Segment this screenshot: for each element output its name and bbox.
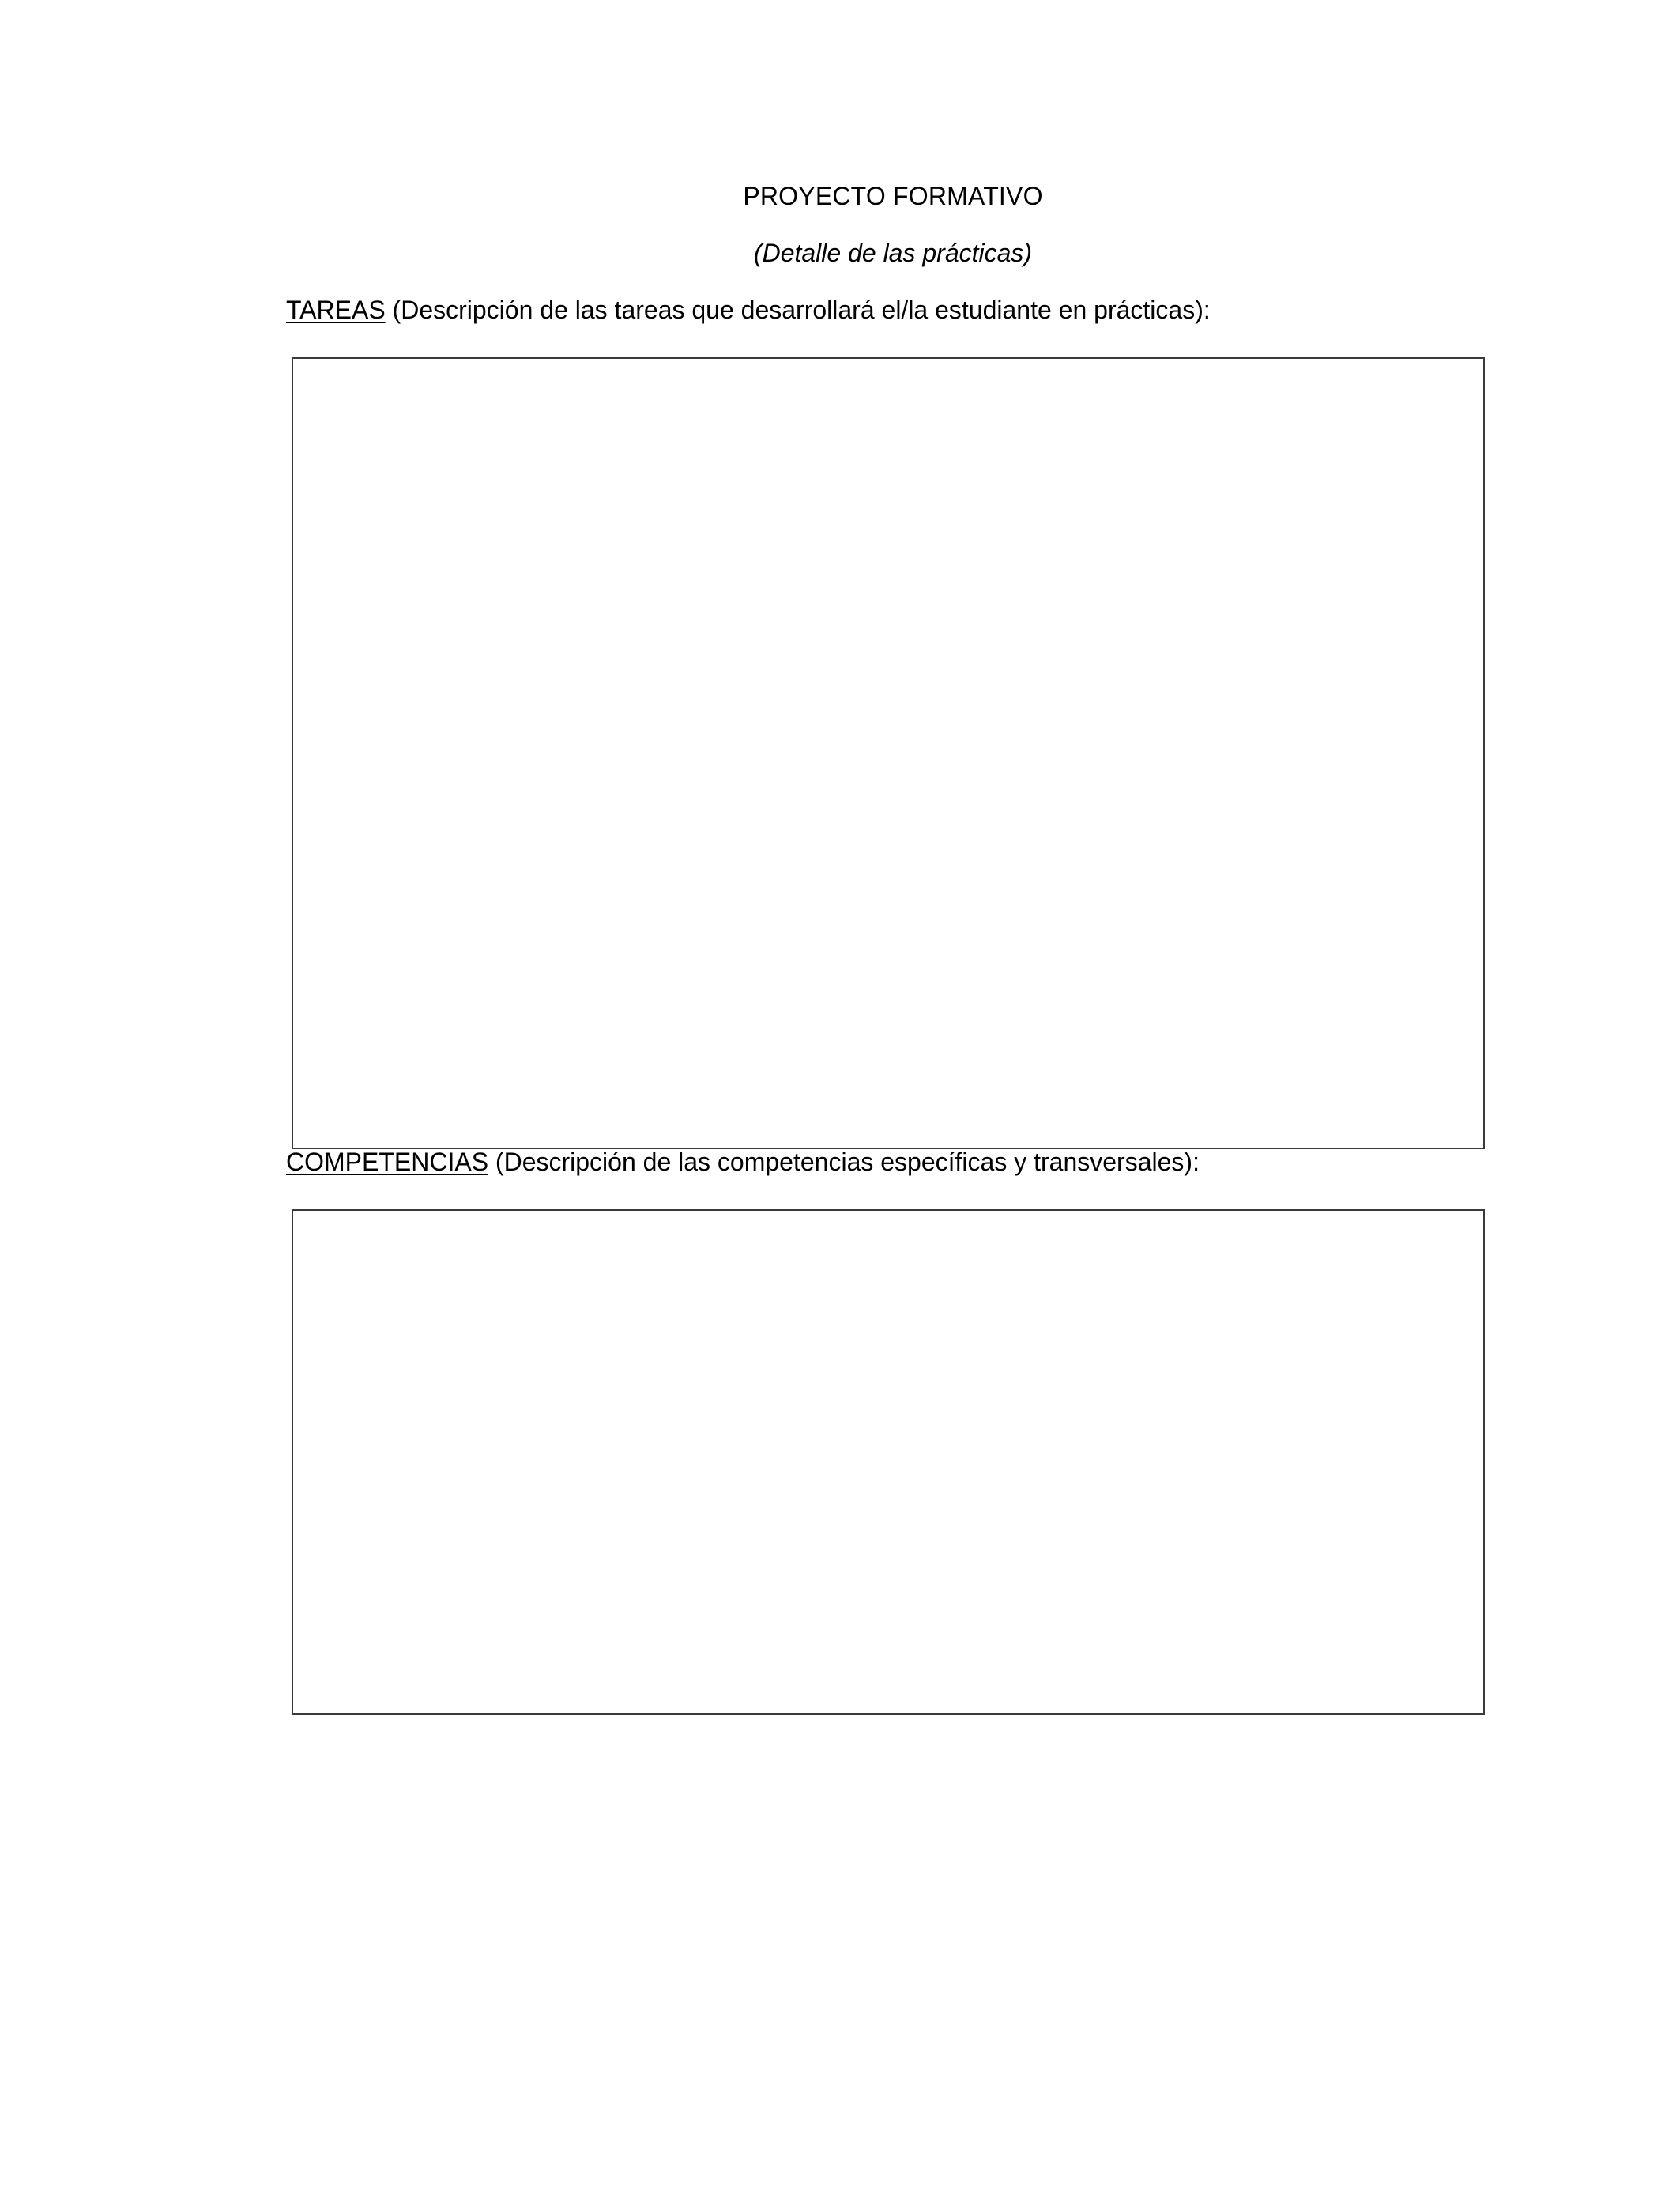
tareas-field[interactable] [292, 357, 1485, 1149]
tareas-heading: TAREAS [286, 296, 386, 324]
competencias-label [286, 1146, 1200, 1178]
tareas-label [286, 294, 1211, 326]
document-subtitle: (Detalle de las prácticas) [753, 239, 1033, 267]
competencias-field[interactable] [292, 1209, 1485, 1715]
competencias-description: (Descripción de las competencias específicas y transversales): [488, 1148, 1200, 1176]
tareas-description: (Descripción de las tareas que desarrollará el/la estudiante en prácticas): [385, 296, 1211, 324]
document-title: PROYECTO FORMATIVO [743, 182, 1043, 210]
competencias-heading: COMPETENCIAS [286, 1148, 489, 1176]
